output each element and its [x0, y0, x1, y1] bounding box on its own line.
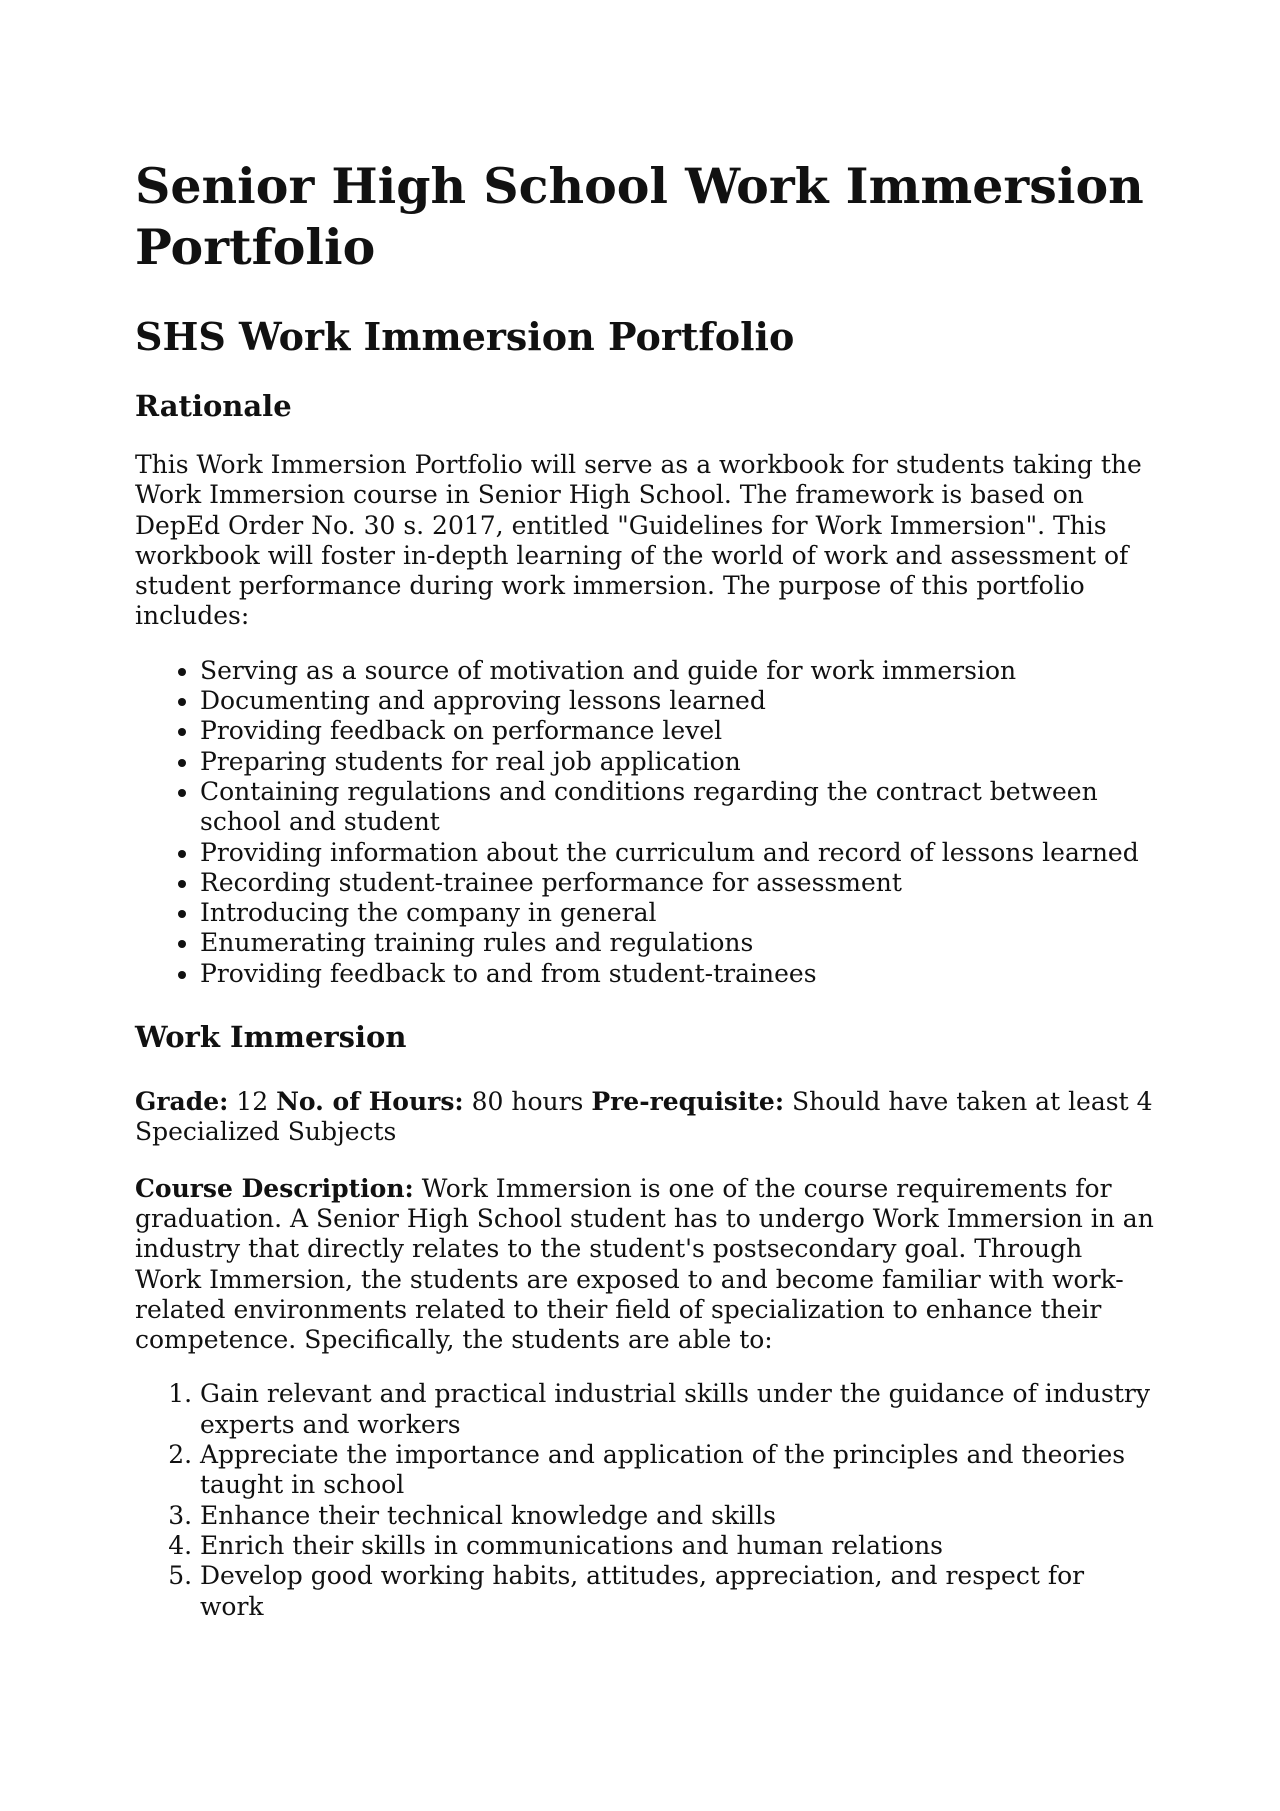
hours-value: 80 hours — [463, 1087, 592, 1117]
list-item: 1. Gain relevant and practical industrial skills under the guidance of industry experts and workers — [200, 1379, 1155, 1440]
document-subtitle: SHS Work Immersion Portfolio — [135, 314, 795, 359]
list-item: 3. Enhance their technical knowledge and skills — [200, 1501, 1155, 1531]
list-item: • Providing feedback on performance level — [200, 716, 1155, 746]
list-item: • Documenting and approving lessons learned — [200, 686, 1155, 716]
list-item: 5. Develop good working habits, attitudes, appreciation, and respect for work — [200, 1561, 1155, 1622]
prereq-value: Should have taken at least 4 Specialized Subjects — [135, 1087, 1153, 1147]
course-description-label: Course Description: — [135, 1173, 414, 1203]
rationale-paragraph: This Work Immersion Portfolio will serve as a workbook for students taking the Work Immersion course in Senior High School. The framework is based on DepEd Order No. 30 s. 2017, entitled "Guidelines for Work Immersion". This workbook will foster in-depth learning of the world of work and assessment of student performance during work immersion. The purpose of this portfolio includes: — [135, 450, 1142, 631]
list-item: • Recording student-trainee performance for assessment — [200, 868, 1155, 898]
course-description — [135, 1174, 1155, 1356]
objectives-list — [135, 1379, 1155, 1621]
hours-label: No. of Hours: — [276, 1087, 464, 1117]
list-item: • Serving as a source of motivation and guide for work immersion — [200, 656, 1155, 686]
rationale-list — [135, 656, 1155, 989]
list-item: • Providing feedback to and from student-trainees — [200, 959, 1155, 989]
document-page — [135, 150, 1155, 1622]
list-item: • Preparing students for real job application — [200, 747, 1155, 777]
list-item: • Providing information about the curriculum and record of lessons learned — [200, 838, 1155, 868]
course-meta — [135, 1087, 1155, 1148]
list-item: • Introducing the company in general — [200, 898, 1155, 928]
list-item: 2. Appreciate the importance and application of the principles and theories taught in school — [200, 1440, 1155, 1501]
course-description-text: Work Immersion is one of the course requirements for graduation. A Senior High School student has to undergo Work Immersion in an industry that directly relates to the student's postsecondary goal. Through Work Immersion, the students are exposed to and become familiar with work-related environments related to their field of specialization to enhance their competence. Specifically, the students are able to: — [135, 1173, 1154, 1355]
grade-label: Grade: — [135, 1087, 229, 1117]
work-immersion-heading: Work Immersion — [135, 1020, 407, 1055]
document-title: Senior High School Work Immersion Portfolio — [135, 157, 1144, 276]
list-item: • Containing regulations and conditions regarding the contract between school and student — [200, 777, 1155, 838]
grade-value: 12 — [228, 1087, 277, 1117]
list-item: • Enumerating training rules and regulations — [200, 928, 1155, 958]
list-item: 4. Enrich their skills in communications and human relations — [200, 1531, 1155, 1561]
prereq-label: Pre-requisite: — [591, 1087, 785, 1117]
rationale-heading: Rationale — [135, 389, 292, 423]
